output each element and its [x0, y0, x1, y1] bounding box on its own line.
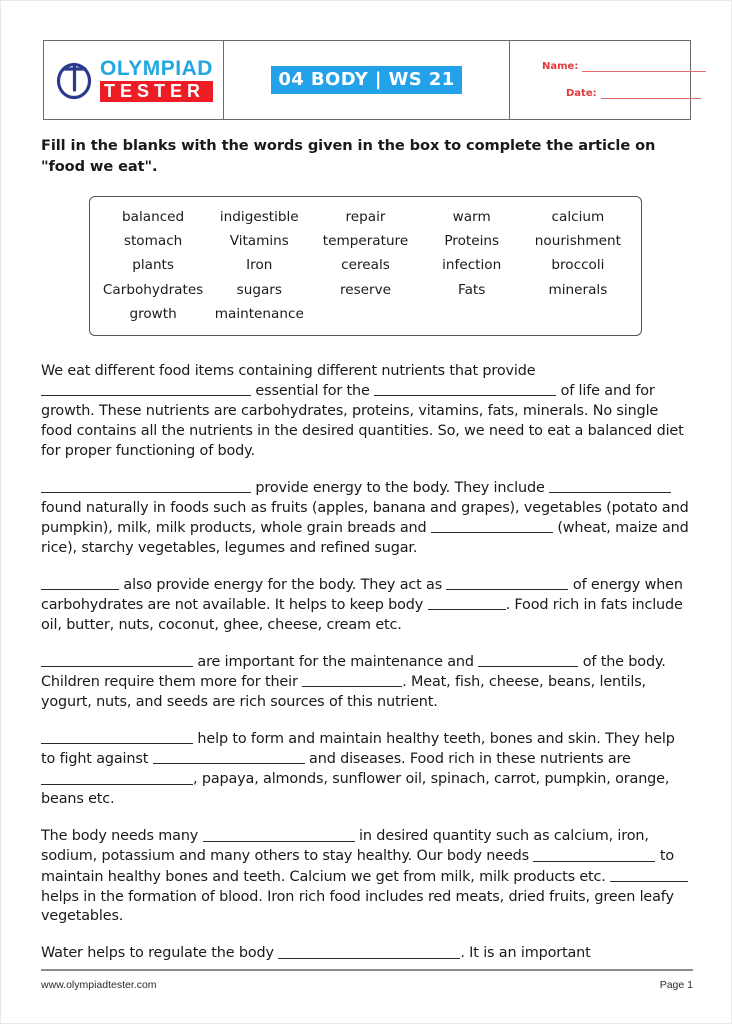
paragraph-text: help to form and maintain healthy teeth, bones and skin. They help to fight against: [41, 731, 675, 768]
para-2: [41, 479, 693, 559]
name-label: Name:: [542, 61, 579, 72]
olympiad-tester-logo: [54, 58, 213, 102]
fill-in-blank[interactable]: [41, 730, 193, 744]
name-input-line[interactable]: [582, 62, 706, 72]
header-table: [43, 40, 691, 120]
fill-in-blank[interactable]: [41, 653, 193, 667]
paragraph-text: helps in the formation of blood. Iron rich food includes red meats, dried fruits, green leafy vegetables.: [41, 888, 674, 925]
fill-in-blank[interactable]: [302, 673, 402, 687]
para-1: [41, 362, 693, 462]
paragraph-text: also provide energy for the body. They act as: [119, 577, 447, 594]
logo-primary-text: OLYMPIAD: [100, 57, 213, 80]
fill-in-blank[interactable]: [278, 944, 460, 958]
footer-divider: [41, 969, 693, 971]
footer-page-number: Page 1: [659, 979, 693, 991]
fill-in-blank[interactable]: [533, 847, 655, 861]
paragraph-text: of energy when carbohydrates are not available. It helps to keep body: [41, 577, 683, 614]
name-field-row[interactable]: [542, 61, 706, 72]
word-bank-item[interactable]: balanced: [122, 208, 185, 225]
circle-t-logo-icon: [54, 59, 94, 101]
header-meta-cell: [510, 41, 690, 119]
paragraph-text: are important for the maintenance and: [193, 654, 479, 671]
paragraph-text: and diseases. Food rich in these nutrients are: [304, 751, 631, 768]
paragraph-text: found naturally in foods such as fruits (apples, banana and grapes), vegetables (potato and pumpkin), milk, milk products, whole grain breads and: [41, 500, 689, 537]
paragraph-text: to maintain healthy bones and teeth. Calcium we get from milk, milk products etc.: [41, 848, 674, 885]
word-bank-item[interactable]: plants: [132, 257, 174, 274]
word-bank-item[interactable]: stomach: [123, 232, 183, 249]
instruction-text: Fill in the blanks with the words given in the box to complete the article on "food we eat".: [41, 137, 656, 176]
word-bank-item[interactable]: infection: [442, 257, 502, 274]
word-bank-grid: [100, 208, 631, 324]
word-bank-item[interactable]: reserve: [339, 281, 392, 298]
worksheet-content: [41, 135, 693, 981]
paragraph-text: of life and for growth. These nutrients are carbohydrates, proteins, vitamins, fats, minerals. No single food contains all the nutrients in the desired quantities. So, we need to eat a balanced diet for proper functioning of body.: [41, 383, 684, 460]
fill-in-blank[interactable]: [41, 479, 251, 493]
article-paragraphs: [41, 362, 693, 964]
word-bank-item[interactable]: Vitamins: [229, 232, 289, 249]
word-bank-box: [89, 196, 642, 337]
word-bank-item[interactable]: warm: [452, 208, 491, 225]
fill-in-blank[interactable]: [431, 519, 553, 533]
paragraph-text: (wheat, maize and rice), starchy vegetables, legumes and refined sugar.: [41, 520, 689, 557]
word-bank-item[interactable]: nourishment: [534, 232, 621, 249]
header-logo-cell: [44, 41, 224, 119]
paragraph-text: . Meat, fish, cheese, beans, lentils, yogurt, nuts, and seeds are rich sources of this nutrient.: [41, 674, 646, 711]
word-bank-item[interactable]: Iron: [246, 257, 273, 274]
word-bank-empty-cell: [419, 305, 525, 323]
paragraph-text: We eat different food items containing different nutrients that provide: [41, 363, 536, 380]
paragraph-text: of the body. Children require them more for their: [41, 654, 666, 691]
word-bank-item[interactable]: temperature: [322, 232, 409, 249]
fill-in-blank[interactable]: [610, 868, 688, 882]
page-footer: [41, 979, 693, 991]
para-4: [41, 653, 693, 713]
date-field-row[interactable]: [566, 88, 701, 99]
paragraph-text: essential for the: [251, 383, 375, 400]
date-input-line[interactable]: [601, 89, 701, 99]
fill-in-blank[interactable]: [446, 576, 568, 590]
worksheet-title: 04 BODY | WS 21: [271, 66, 461, 94]
footer-website[interactable]: www.olympiadtester.com: [41, 979, 157, 991]
word-bank-item[interactable]: broccoli: [551, 257, 605, 274]
logo-secondary-text: TESTER: [100, 81, 213, 102]
word-bank-item[interactable]: repair: [345, 208, 386, 225]
fill-in-blank[interactable]: [428, 596, 506, 610]
paragraph-text: The body needs many: [41, 828, 203, 845]
fill-in-blank[interactable]: [549, 479, 671, 493]
paragraph-text: Water helps to regulate the body: [41, 945, 279, 962]
date-label: Date:: [566, 88, 597, 99]
paragraph-text: , papaya, almonds, sunflower oil, spinach, carrot, pumpkin, orange, beans etc.: [41, 771, 670, 808]
fill-in-blank[interactable]: [41, 382, 251, 396]
para-3: [41, 576, 693, 636]
fill-in-blank[interactable]: [374, 382, 556, 396]
fill-in-blank[interactable]: [41, 576, 119, 590]
word-bank-item[interactable]: cereals: [341, 257, 390, 274]
fill-in-blank[interactable]: [478, 653, 578, 667]
word-bank-item[interactable]: Fats: [458, 281, 486, 298]
paragraph-text: . It is an important: [460, 945, 591, 962]
word-bank-item[interactable]: maintenance: [214, 305, 304, 322]
word-bank-item[interactable]: sugars: [236, 281, 282, 298]
word-bank-item[interactable]: Carbohydrates: [102, 281, 204, 298]
word-bank-item[interactable]: indigestible: [219, 208, 299, 225]
logo-wordmark: [100, 58, 213, 102]
fill-in-blank[interactable]: [203, 827, 355, 841]
paragraph-text: in desired quantity such as calcium, iron, sodium, potassium and many others to stay healthy. Our body needs: [41, 828, 649, 865]
para-7: [41, 944, 693, 964]
word-bank-empty-cell: [525, 305, 631, 323]
fill-in-blank[interactable]: [41, 770, 193, 784]
word-bank-item[interactable]: calcium: [551, 208, 605, 225]
para-5: [41, 730, 693, 810]
header-title-cell: [224, 41, 510, 119]
fill-in-blank[interactable]: [153, 750, 305, 764]
word-bank-empty-cell: [312, 305, 418, 323]
paragraph-text: provide energy to the body. They include: [251, 480, 550, 497]
word-bank-item[interactable]: growth: [129, 305, 177, 322]
word-bank-item[interactable]: Proteins: [444, 232, 500, 249]
para-6: [41, 827, 693, 927]
paragraph-text: . Food rich in fats include oil, butter, nuts, coconut, ghee, cheese, cream etc.: [41, 597, 683, 634]
word-bank-item[interactable]: minerals: [548, 281, 608, 298]
